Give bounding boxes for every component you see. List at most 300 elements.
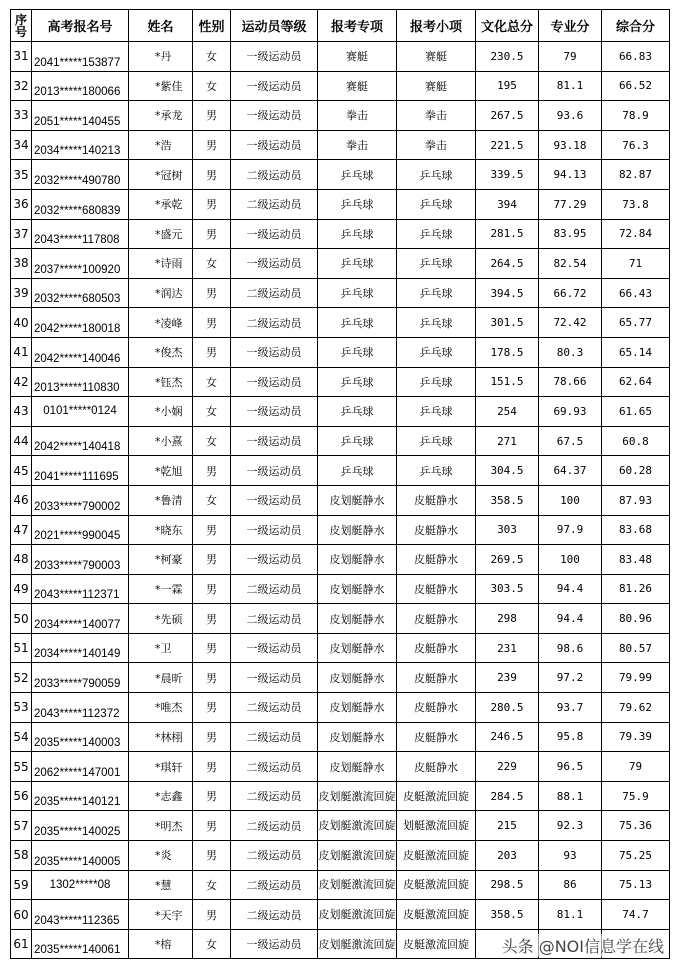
cell-sub-item: 皮艇静水 [397, 722, 476, 752]
cell-name: *承龙 [129, 101, 193, 131]
cell-level: 二级运动员 [231, 781, 318, 811]
cell-name: *炎 [129, 841, 193, 871]
cell-composite: 66.52 [602, 71, 670, 101]
table-row [11, 426, 670, 456]
cell-gender: 女 [193, 367, 231, 397]
cell-sub-item: 皮艇静水 [397, 604, 476, 634]
cell-reg-no: 2043*****112365 [32, 900, 129, 930]
cell-culture-total: 271 [476, 426, 539, 456]
cell-sub-item: 赛艇 [397, 71, 476, 101]
cell-reg-no: 2035*****140005 [32, 841, 129, 871]
cell-specialty: 皮划艇激流回旋 [318, 811, 397, 841]
cell-specialty: 皮划艇激流回旋 [318, 929, 397, 959]
cell-seq: 48 [11, 545, 32, 575]
cell-name: *明杰 [129, 811, 193, 841]
cell-seq: 47 [11, 515, 32, 545]
cell-level: 一级运动员 [231, 337, 318, 367]
cell-specialty: 乒乓球 [318, 278, 397, 308]
cell-name: *唯杰 [129, 693, 193, 723]
cell-name: *晨昕 [129, 663, 193, 693]
table-row [11, 841, 670, 871]
cell-pro-score: 100 [539, 485, 602, 515]
header-seq: 序号 [11, 10, 32, 42]
cell-sub-item: 皮艇激流回旋 [397, 929, 476, 959]
cell-gender: 男 [193, 900, 231, 930]
cell-culture-total: 303.5 [476, 574, 539, 604]
header-specialty: 报考专项 [318, 10, 397, 42]
cell-seq: 35 [11, 160, 32, 190]
cell-level: 二级运动员 [231, 870, 318, 900]
cell-seq: 42 [11, 367, 32, 397]
cell-seq: 45 [11, 456, 32, 486]
cell-reg-no: 2035*****140003 [32, 722, 129, 752]
cell-composite: 87.93 [602, 485, 670, 515]
cell-seq: 54 [11, 722, 32, 752]
cell-gender: 女 [193, 929, 231, 959]
cell-culture-total: 301.5 [476, 308, 539, 338]
cell-sub-item: 皮艇静水 [397, 485, 476, 515]
cell-composite: 79.39 [602, 722, 670, 752]
cell-gender: 女 [193, 870, 231, 900]
cell-culture-total: 298.5 [476, 870, 539, 900]
cell-name: *志鑫 [129, 781, 193, 811]
cell-composite: 82.87 [602, 160, 670, 190]
cell-pro-score: 96.5 [539, 752, 602, 782]
cell-pro-score: 93 [539, 841, 602, 871]
cell-composite: 83.48 [602, 545, 670, 575]
cell-seq: 52 [11, 663, 32, 693]
cell-seq: 61 [11, 929, 32, 959]
cell-seq: 57 [11, 811, 32, 841]
cell-sub-item: 乒乓球 [397, 367, 476, 397]
cell-composite: 75.36 [602, 811, 670, 841]
cell-level: 一级运动员 [231, 456, 318, 486]
cell-specialty: 拳击 [318, 101, 397, 131]
cell-name: *凌峰 [129, 308, 193, 338]
cell-name: *先硕 [129, 604, 193, 634]
cell-gender: 女 [193, 485, 231, 515]
cell-name: *冠树 [129, 160, 193, 190]
table-row [11, 42, 670, 72]
cell-level: 一级运动员 [231, 545, 318, 575]
cell-seq: 53 [11, 693, 32, 723]
cell-sub-item: 乒乓球 [397, 308, 476, 338]
cell-gender: 男 [193, 308, 231, 338]
cell-composite: 60.8 [602, 426, 670, 456]
cell-level: 一级运动员 [231, 426, 318, 456]
cell-name: *天宇 [129, 900, 193, 930]
cell-seq: 43 [11, 397, 32, 427]
table-row [11, 337, 670, 367]
cell-pro-score: 95.8 [539, 722, 602, 752]
cell-specialty: 皮划艇激流回旋 [318, 870, 397, 900]
cell-culture-total: 178.5 [476, 337, 539, 367]
cell-sub-item: 划艇激流回旋 [397, 811, 476, 841]
cell-culture-total: 246.5 [476, 722, 539, 752]
cell-composite: 76.3 [602, 130, 670, 160]
cell-name: *林栩 [129, 722, 193, 752]
cell-composite: 60.28 [602, 456, 670, 486]
cell-specialty: 乒乓球 [318, 367, 397, 397]
cell-reg-no: 2041*****153877 [32, 42, 129, 72]
cell-gender: 男 [193, 160, 231, 190]
cell-culture-total: 267.5 [476, 101, 539, 131]
cell-sub-item: 乒乓球 [397, 160, 476, 190]
cell-reg-no: 1302*****08 [32, 870, 129, 900]
cell-seq: 37 [11, 219, 32, 249]
cell-name: *浩 [129, 130, 193, 160]
cell-culture-total: 280.5 [476, 693, 539, 723]
cell-pro-score: 81.1 [539, 71, 602, 101]
header-pro-score: 专业分 [539, 10, 602, 42]
cell-composite: 65.77 [602, 308, 670, 338]
cell-sub-item: 拳击 [397, 130, 476, 160]
cell-level: 二级运动员 [231, 752, 318, 782]
cell-culture-total: 264.5 [476, 249, 539, 279]
cell-reg-no: 2062*****147001 [32, 752, 129, 782]
cell-seq: 33 [11, 101, 32, 131]
cell-name: *钰杰 [129, 367, 193, 397]
cell-specialty: 赛艇 [318, 42, 397, 72]
cell-specialty: 皮划艇静水 [318, 752, 397, 782]
cell-sub-item: 乒乓球 [397, 426, 476, 456]
table-row [11, 130, 670, 160]
cell-pro-score: 93.18 [539, 130, 602, 160]
cell-pro-score: 94.4 [539, 574, 602, 604]
cell-specialty: 皮划艇激流回旋 [318, 781, 397, 811]
cell-composite: 81.26 [602, 574, 670, 604]
cell-name: *紫佳 [129, 71, 193, 101]
cell-gender: 男 [193, 515, 231, 545]
cell-specialty: 皮划艇静水 [318, 515, 397, 545]
cell-gender: 男 [193, 841, 231, 871]
cell-gender: 男 [193, 189, 231, 219]
cell-name: *承乾 [129, 189, 193, 219]
cell-level: 一级运动员 [231, 633, 318, 663]
cell-level: 二级运动员 [231, 189, 318, 219]
cell-sub-item: 乒乓球 [397, 397, 476, 427]
table-row [11, 160, 670, 190]
results-table [10, 9, 670, 959]
cell-specialty: 皮划艇静水 [318, 545, 397, 575]
table-row [11, 278, 670, 308]
table-row [11, 870, 670, 900]
cell-reg-no: 2035*****140025 [32, 811, 129, 841]
cell-seq: 56 [11, 781, 32, 811]
table-row [11, 633, 670, 663]
cell-pro-score: 72.42 [539, 308, 602, 338]
table-row [11, 693, 670, 723]
cell-sub-item: 皮艇激流回旋 [397, 870, 476, 900]
cell-level: 一级运动员 [231, 42, 318, 72]
cell-level: 二级运动员 [231, 574, 318, 604]
cell-specialty: 皮划艇激流回旋 [318, 841, 397, 871]
cell-composite: 72.84 [602, 219, 670, 249]
cell-sub-item: 皮艇静水 [397, 752, 476, 782]
cell-specialty: 皮划艇静水 [318, 693, 397, 723]
cell-gender: 女 [193, 71, 231, 101]
cell-sub-item: 乒乓球 [397, 189, 476, 219]
cell-level: 一级运动员 [231, 367, 318, 397]
cell-reg-no: 2037*****100920 [32, 249, 129, 279]
header-row [11, 10, 670, 42]
cell-culture-total: 394.5 [476, 278, 539, 308]
cell-specialty: 拳击 [318, 130, 397, 160]
cell-culture-total: 239 [476, 663, 539, 693]
cell-gender: 男 [193, 722, 231, 752]
cell-name: *鲁清 [129, 485, 193, 515]
cell-specialty: 皮划艇静水 [318, 574, 397, 604]
cell-specialty: 皮划艇静水 [318, 633, 397, 663]
cell-culture-total: 229 [476, 752, 539, 782]
cell-culture-total: 215 [476, 811, 539, 841]
cell-specialty: 乒乓球 [318, 219, 397, 249]
cell-level: 二级运动员 [231, 278, 318, 308]
cell-reg-no: 2042*****140046 [32, 337, 129, 367]
cell-culture-total: 358.5 [476, 900, 539, 930]
cell-reg-no: 2043*****112371 [32, 574, 129, 604]
header-sub-item: 报考小项 [397, 10, 476, 42]
cell-level: 二级运动员 [231, 604, 318, 634]
cell-level: 二级运动员 [231, 308, 318, 338]
cell-gender: 男 [193, 545, 231, 575]
cell-level: 一级运动员 [231, 101, 318, 131]
cell-culture-total: 303 [476, 515, 539, 545]
cell-gender: 男 [193, 811, 231, 841]
table-row [11, 485, 670, 515]
table-row [11, 722, 670, 752]
cell-level: 一级运动员 [231, 929, 318, 959]
cell-pro-score: 97.2 [539, 663, 602, 693]
cell-pro-score: 97.9 [539, 515, 602, 545]
cell-sub-item: 皮艇静水 [397, 663, 476, 693]
cell-seq: 31 [11, 42, 32, 72]
cell-gender: 男 [193, 781, 231, 811]
cell-culture-total: 231 [476, 633, 539, 663]
cell-seq: 55 [11, 752, 32, 782]
table-row [11, 219, 670, 249]
cell-reg-no: 2042*****140418 [32, 426, 129, 456]
cell-pro-score: 81.1 [539, 900, 602, 930]
cell-level: 二级运动员 [231, 160, 318, 190]
cell-reg-no: 2043*****117808 [32, 219, 129, 249]
cell-name: *乾旭 [129, 456, 193, 486]
cell-composite: 78.9 [602, 101, 670, 131]
cell-composite: 66.83 [602, 42, 670, 72]
cell-composite: 79.62 [602, 693, 670, 723]
cell-level: 一级运动员 [231, 130, 318, 160]
cell-specialty: 乒乓球 [318, 189, 397, 219]
cell-composite: 80.96 [602, 604, 670, 634]
cell-level: 一级运动员 [231, 397, 318, 427]
cell-level: 二级运动员 [231, 722, 318, 752]
cell-sub-item: 乒乓球 [397, 456, 476, 486]
cell-name: *盛元 [129, 219, 193, 249]
cell-name: *小娴 [129, 397, 193, 427]
cell-reg-no: 2021*****990045 [32, 515, 129, 545]
table-row [11, 249, 670, 279]
cell-composite: 65.14 [602, 337, 670, 367]
cell-sub-item: 皮艇激流回旋 [397, 900, 476, 930]
cell-seq: 39 [11, 278, 32, 308]
cell-sub-item: 乒乓球 [397, 219, 476, 249]
cell-gender: 女 [193, 397, 231, 427]
cell-sub-item: 皮艇激流回旋 [397, 781, 476, 811]
header-name: 姓名 [129, 10, 193, 42]
cell-gender: 男 [193, 693, 231, 723]
cell-culture-total: 195 [476, 71, 539, 101]
cell-reg-no: 2032*****490780 [32, 160, 129, 190]
cell-reg-no: 2035*****140061 [32, 929, 129, 959]
cell-name: *润达 [129, 278, 193, 308]
cell-sub-item: 皮艇静水 [397, 574, 476, 604]
table-row [11, 189, 670, 219]
cell-reg-no: 2043*****112372 [32, 693, 129, 723]
cell-sub-item: 皮艇静水 [397, 633, 476, 663]
cell-composite: 80.57 [602, 633, 670, 663]
cell-pro-score: 64.37 [539, 456, 602, 486]
cell-sub-item: 拳击 [397, 101, 476, 131]
cell-gender: 男 [193, 456, 231, 486]
cell-culture-total: 221.5 [476, 130, 539, 160]
cell-culture-total: 304.5 [476, 456, 539, 486]
cell-composite: 71 [602, 249, 670, 279]
cell-name: *慧 [129, 870, 193, 900]
cell-specialty: 乒乓球 [318, 160, 397, 190]
cell-gender: 男 [193, 101, 231, 131]
cell-name: *诗雨 [129, 249, 193, 279]
cell-culture-total: 254 [476, 397, 539, 427]
cell-reg-no: 0101*****0124 [32, 397, 129, 427]
cell-composite: 75.25 [602, 841, 670, 871]
cell-gender: 男 [193, 633, 231, 663]
cell-sub-item: 皮艇静水 [397, 693, 476, 723]
cell-composite: 75.13 [602, 870, 670, 900]
cell-name: *小熹 [129, 426, 193, 456]
table-row [11, 545, 670, 575]
cell-level: 一级运动员 [231, 663, 318, 693]
cell-specialty: 乒乓球 [318, 397, 397, 427]
cell-pro-score: 66.72 [539, 278, 602, 308]
cell-name: *柯豪 [129, 545, 193, 575]
cell-gender: 女 [193, 426, 231, 456]
cell-culture-total: 284.5 [476, 781, 539, 811]
table-row [11, 397, 670, 427]
cell-pro-score: 86 [539, 870, 602, 900]
cell-pro-score: 93.6 [539, 101, 602, 131]
cell-pro-score: 100 [539, 545, 602, 575]
cell-gender: 男 [193, 337, 231, 367]
cell-gender: 女 [193, 42, 231, 72]
table-row [11, 515, 670, 545]
table-row [11, 811, 670, 841]
cell-culture-total: 230.5 [476, 42, 539, 72]
cell-pro-score: 78.66 [539, 367, 602, 397]
cell-sub-item: 皮艇静水 [397, 515, 476, 545]
cell-seq: 38 [11, 249, 32, 279]
cell-composite: 66.43 [602, 278, 670, 308]
cell-composite: 73.8 [602, 189, 670, 219]
cell-reg-no: 2041*****111695 [32, 456, 129, 486]
cell-sub-item: 乒乓球 [397, 249, 476, 279]
cell-composite: 83.68 [602, 515, 670, 545]
cell-name: *一霖 [129, 574, 193, 604]
cell-reg-no: 2034*****140213 [32, 130, 129, 160]
table-body [11, 42, 670, 959]
header-reg-no: 高考报名号 [32, 10, 129, 42]
cell-reg-no: 2051*****140455 [32, 101, 129, 131]
cell-reg-no: 2033*****790003 [32, 545, 129, 575]
cell-culture-total: 269.5 [476, 545, 539, 575]
cell-culture-total: 394 [476, 189, 539, 219]
cell-composite: 74.7 [602, 900, 670, 930]
cell-pro-score: 94.4 [539, 604, 602, 634]
cell-seq: 50 [11, 604, 32, 634]
cell-reg-no: 2013*****110830 [32, 367, 129, 397]
cell-specialty: 乒乓球 [318, 456, 397, 486]
cell-seq: 49 [11, 574, 32, 604]
cell-reg-no: 2032*****680839 [32, 189, 129, 219]
cell-specialty: 赛艇 [318, 71, 397, 101]
cell-reg-no: 2013*****180066 [32, 71, 129, 101]
cell-culture-total: 151.5 [476, 367, 539, 397]
cell-pro-score: 98.6 [539, 633, 602, 663]
table-row [11, 308, 670, 338]
cell-pro-score: 94.13 [539, 160, 602, 190]
cell-seq: 36 [11, 189, 32, 219]
cell-pro-score: 83.95 [539, 219, 602, 249]
cell-level: 二级运动员 [231, 900, 318, 930]
cell-gender: 男 [193, 130, 231, 160]
cell-reg-no: 2032*****680503 [32, 278, 129, 308]
cell-culture-total: 203 [476, 841, 539, 871]
cell-level: 一级运动员 [231, 485, 318, 515]
cell-pro-score: 80.3 [539, 337, 602, 367]
cell-composite: 61.65 [602, 397, 670, 427]
cell-specialty: 皮划艇静水 [318, 485, 397, 515]
table-row [11, 900, 670, 930]
cell-gender: 男 [193, 278, 231, 308]
cell-specialty: 乒乓球 [318, 337, 397, 367]
cell-specialty: 乒乓球 [318, 308, 397, 338]
cell-gender: 女 [193, 249, 231, 279]
cell-pro-score: 79 [539, 42, 602, 72]
cell-seq: 40 [11, 308, 32, 338]
cell-gender: 男 [193, 752, 231, 782]
cell-pro-score: 88.1 [539, 781, 602, 811]
cell-culture-total: 298 [476, 604, 539, 634]
table-row [11, 456, 670, 486]
header-level: 运动员等级 [231, 10, 318, 42]
cell-name: *榕 [129, 929, 193, 959]
cell-seq: 51 [11, 633, 32, 663]
cell-composite: 79.99 [602, 663, 670, 693]
cell-level: 一级运动员 [231, 249, 318, 279]
cell-reg-no: 2035*****140121 [32, 781, 129, 811]
cell-name: *琪轩 [129, 752, 193, 782]
cell-level: 二级运动员 [231, 811, 318, 841]
cell-level: 一级运动员 [231, 515, 318, 545]
table-row [11, 101, 670, 131]
cell-level: 一级运动员 [231, 219, 318, 249]
table-row [11, 781, 670, 811]
cell-specialty: 乒乓球 [318, 249, 397, 279]
watermark: 头条 @NOI信息学在线 [500, 934, 666, 957]
cell-specialty: 皮划艇静水 [318, 604, 397, 634]
cell-culture-total: 339.5 [476, 160, 539, 190]
cell-name: *晓东 [129, 515, 193, 545]
cell-reg-no: 2034*****140077 [32, 604, 129, 634]
